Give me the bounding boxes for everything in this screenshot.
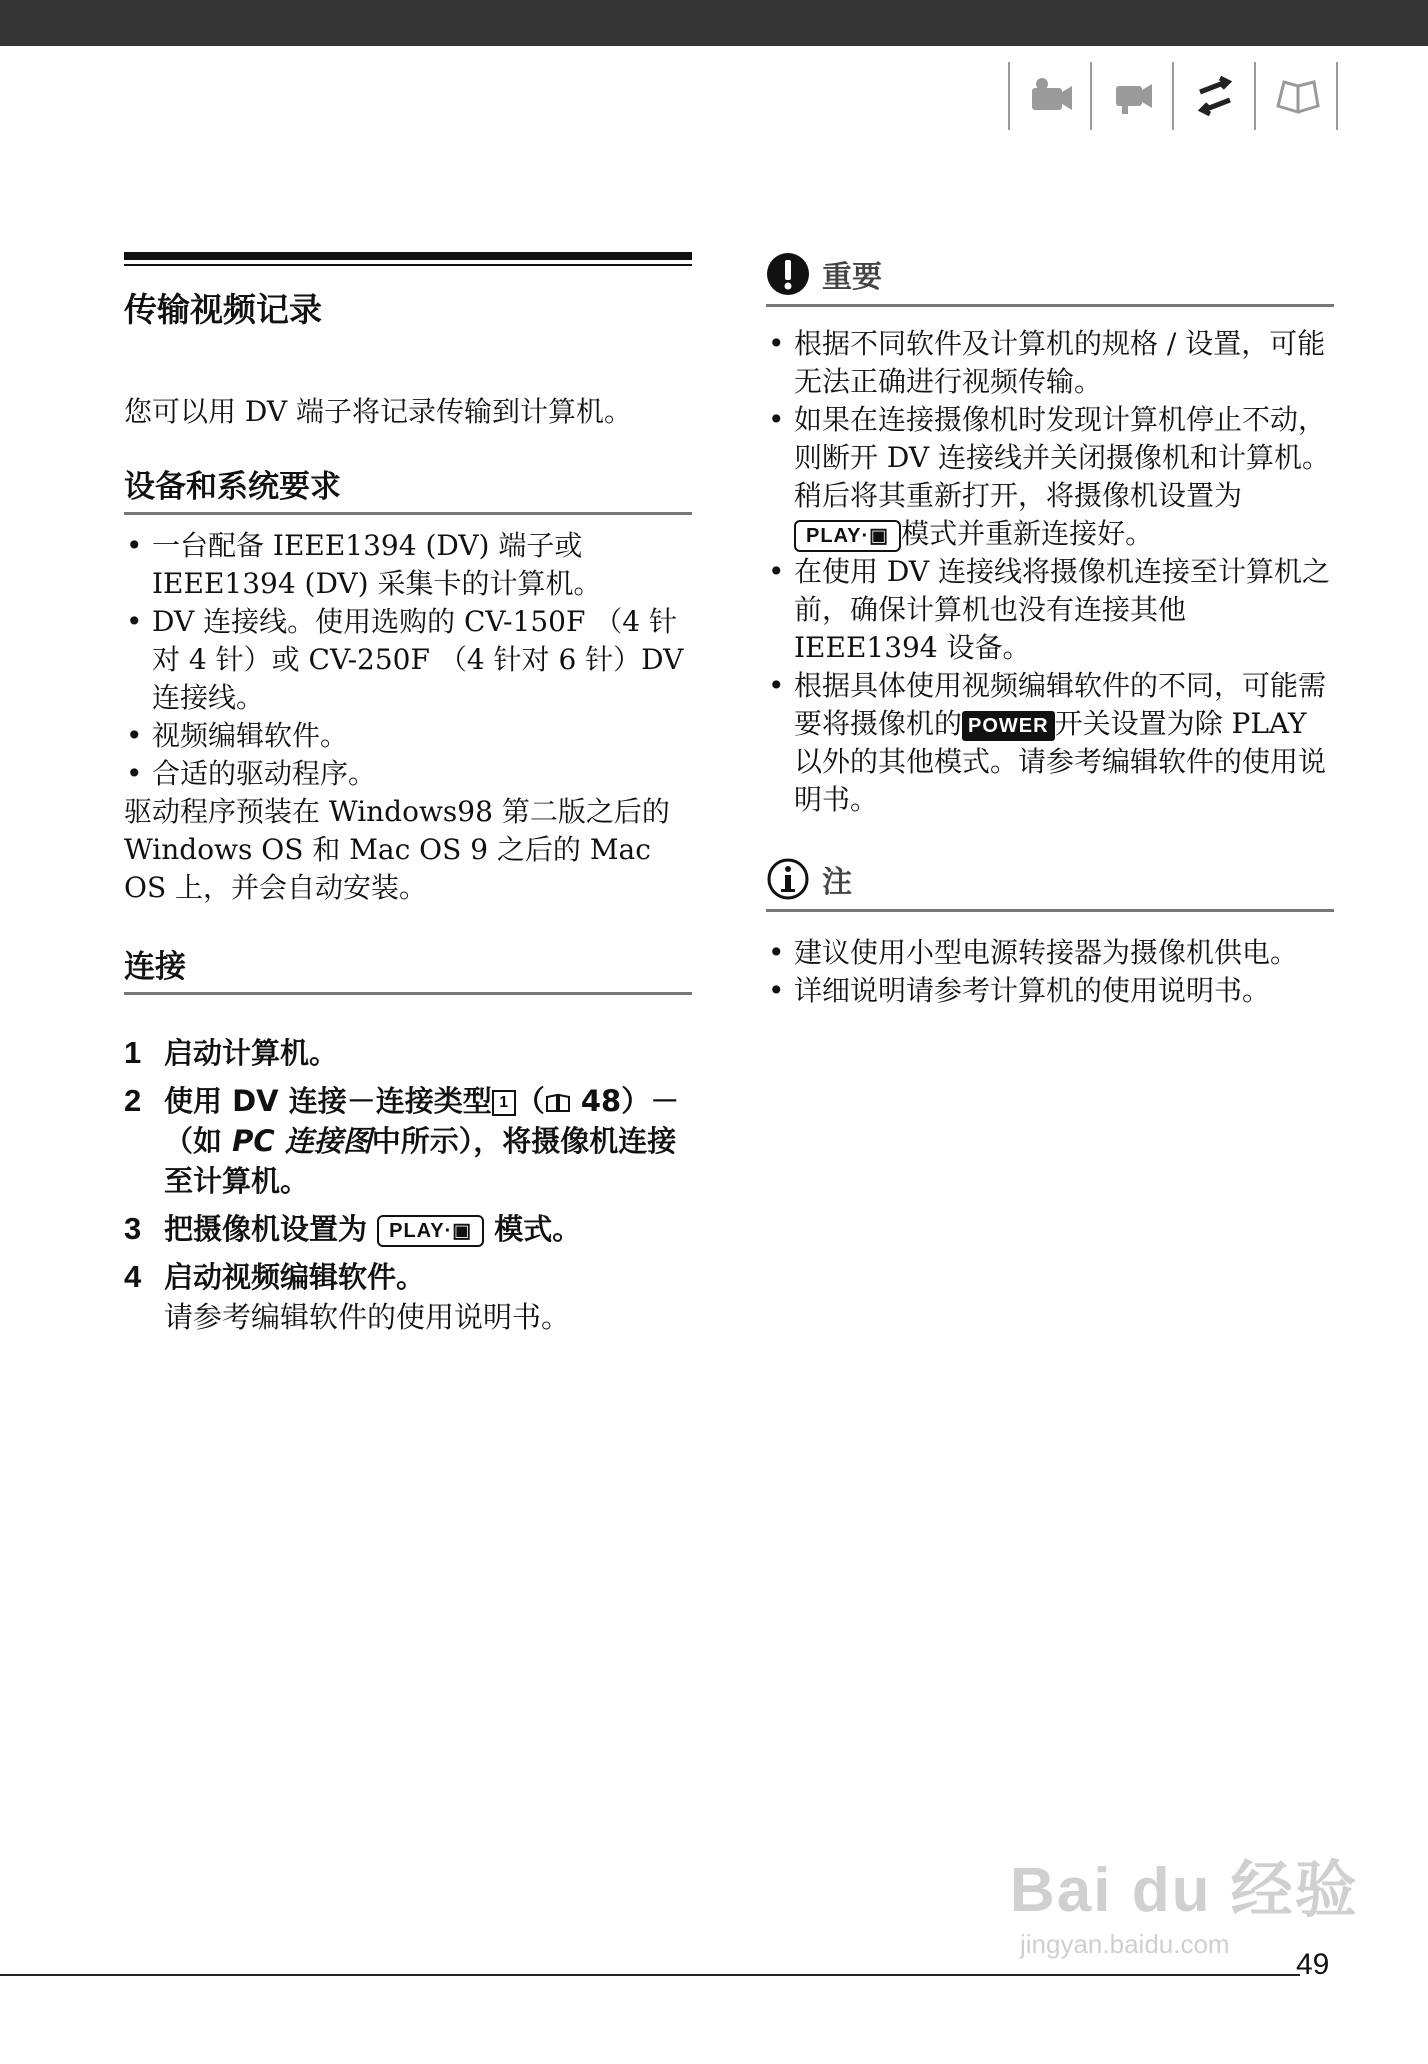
info-icon: [766, 857, 810, 901]
camera-icon: [1028, 76, 1074, 116]
item-text: 模式并重新连接好。: [901, 517, 1154, 550]
step-number: 2: [124, 1083, 142, 1118]
note-list: [766, 934, 1334, 1010]
important-title: 重要: [822, 260, 882, 295]
list-item: • 详细说明请参考计算机的使用说明书。: [766, 972, 1334, 1010]
watermark-url: jingyan.baidu.com: [1020, 1929, 1230, 1959]
step-text: 模式。: [484, 1212, 582, 1246]
item-text: 根据具体使用视频编辑软件的不同，可能需要将摄像机的: [794, 669, 1327, 740]
power-switch-badge: POWER: [962, 711, 1055, 741]
page-ref[interactable]: 48: [580, 1084, 622, 1118]
step-1: [124, 1033, 692, 1073]
footer-rule: [0, 1974, 1300, 1976]
video-camera-icon: [1110, 76, 1156, 116]
important-header: [766, 252, 1334, 307]
section-title: 传输视频记录: [124, 290, 322, 329]
step-3: [124, 1209, 692, 1249]
list-item: • 视频编辑软件。: [124, 717, 692, 755]
step-2: [124, 1081, 692, 1201]
intro-text: 您可以用 DV 端子将记录传输到计算机。: [124, 395, 632, 428]
list-item: • 合适的驱动程序。: [124, 755, 692, 793]
step-subtext: 请参考编辑软件的使用说明书。: [164, 1300, 571, 1334]
exclamation-icon: [766, 252, 810, 296]
connection-type-ref-box: 1: [492, 1090, 516, 1116]
nav-tab-transfer[interactable]: [1172, 62, 1254, 130]
step-text: 启动计算机。: [164, 1036, 339, 1070]
connection-heading: 连接: [124, 941, 692, 995]
left-column: [124, 252, 692, 1345]
note-header: [766, 857, 1334, 912]
item-text: 如果在连接摄像机时发现计算机停止不动，则断开 DV 连接线并关闭摄像机和计算机。稍后将其重新打开，将摄像机设置为: [794, 403, 1330, 512]
step-text: 使用 DV 连接－连接类型: [164, 1084, 492, 1118]
step-number: 3: [124, 1211, 142, 1246]
nav-tab-camera[interactable]: [1008, 62, 1090, 130]
page-number: 49: [1296, 1948, 1330, 1981]
step-number: 4: [124, 1259, 142, 1294]
list-item: • 在使用 DV 连接线将摄像机连接至计算机之前，确保计算机也没有连接其他 IEEE1394 设备。: [766, 553, 1334, 667]
requirements-list: [124, 527, 692, 793]
section-rule: [124, 252, 692, 266]
play-mode-badge: PLAY·▣: [794, 520, 901, 552]
requirements-heading: 设备和系统要求: [124, 461, 692, 515]
step-text: （: [515, 1084, 545, 1118]
connection-steps: [124, 1033, 692, 1337]
watermark: [1010, 1840, 1359, 1960]
step-text: 把摄像机设置为: [164, 1212, 378, 1246]
step-text: ）－（如: [164, 1084, 680, 1158]
list-item: [766, 667, 1334, 819]
list-item: • 一台配备 IEEE1394 (DV) 端子或 IEEE1394 (DV) 采集卡的计算机。: [124, 527, 692, 603]
step-4: [124, 1257, 692, 1337]
important-list: [766, 325, 1334, 819]
nav-tab-video[interactable]: [1090, 62, 1172, 130]
step-text: 中所示），将摄像机连接至计算机。: [164, 1124, 677, 1198]
book-icon: [1274, 76, 1320, 116]
transfer-arrows-icon: [1192, 76, 1238, 116]
list-item: [766, 401, 1334, 553]
book-ref-icon: [545, 1093, 571, 1113]
play-mode-badge: PLAY·▣: [377, 1215, 484, 1247]
item-text: 开关设置为除 PLAY 以外的其他模式。请参考编辑软件的使用说明书。: [794, 707, 1327, 816]
list-item: • DV 连接线。使用选购的 CV-150F （4 针对 4 针）或 CV-250F （4 针对 6 针）DV 连接线。: [124, 603, 692, 717]
list-item: • 根据不同软件及计算机的规格 / 设置，可能无法正确进行视频传输。: [766, 325, 1334, 401]
top-header-bar: [0, 0, 1428, 46]
diagram-name: PC 连接图: [232, 1124, 372, 1158]
watermark-brand: Bai du 经验: [1010, 1856, 1359, 1925]
step-number: 1: [124, 1035, 142, 1070]
list-item: • 建议使用小型电源转接器为摄像机供电。: [766, 934, 1334, 972]
right-column: [766, 252, 1334, 1010]
step-text: 启动视频编辑软件。: [164, 1260, 426, 1294]
nav-tab-manual[interactable]: [1254, 62, 1338, 130]
note-title: 注: [822, 865, 852, 900]
section-nav-tabs: [1008, 62, 1338, 130]
driver-note: 驱动程序预装在 Windows98 第二版之后的 Windows OS 和 Mac OS 9 之后的 Mac OS 上，并会自动安装。: [124, 795, 670, 904]
